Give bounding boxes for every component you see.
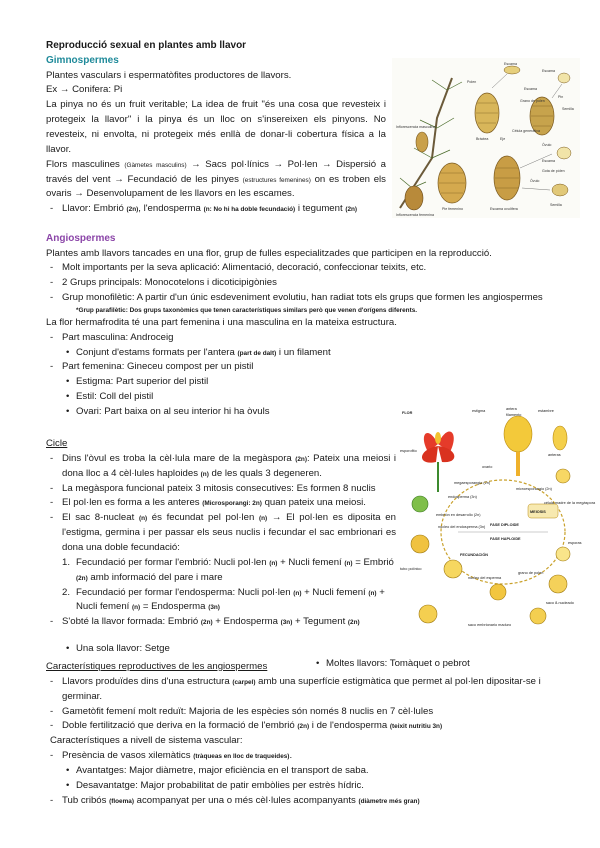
cicle-section [46,437,396,630]
svg-text:núcleo del endosperma (3n): núcleo del endosperma (3n) [438,525,486,529]
angiospermes-definition: Plantes amb llavors tancades en una flor, grup de fulles especialitzades que participen en la reproducció. [46,247,492,259]
svg-text:Inflorescencia femenina: Inflorescencia femenina [396,213,434,217]
svg-text:Óvulo: Óvulo [530,179,540,183]
svg-text:esporofito: esporofito [400,449,417,453]
fecundacio-endosperma-item: 2. Fecundació per formar l'endosperma: Nucli pol·len (n) + Nucli femení (n) + Nucli femení (n) = Endosperma (3n) [62,586,385,613]
svg-text:tubo polínico: tubo polínico [400,567,422,571]
svg-text:célula madre de la megáspora: célula madre de la megáspora [544,501,596,505]
fig1-label: Escama [504,62,517,66]
svg-text:Inflorescencia masculina: Inflorescencia masculina [396,125,436,129]
flors-masculines-paragraph: Flors masculines (Gàmetes masculins) → Sacs pol·línics → Pol·len → Dispersió a través del vent → Fecundació de les pinyes (estructures femenines) on es troben els ovaris → Desenvolupament de les llavors en les escames. [46,158,386,200]
svg-text:Semilla: Semilla [550,203,562,207]
svg-text:Escama ovulífera: Escama ovulífera [490,207,518,211]
gineceu-subitem: • Ovari: Part baixa on al seu interior hi ha òvuls [46,405,566,420]
svg-text:estigma: estigma [472,409,486,413]
angiospermes-heading: Angiospermes [46,233,116,244]
svg-text:Escama: Escama [542,69,555,73]
svg-text:Bráctea: Bráctea [476,137,489,141]
svg-text:MEIOSIS: MEIOSIS [530,510,546,514]
vascular-item: - Tub cribós (floema) acompanyat per una o més cèl·lules acompanyants (diàmetre més gran) [46,794,566,809]
gimnospermes-heading: Gimnospermes [46,55,119,66]
svg-text:Pie femenino: Pie femenino [442,207,463,211]
caracteristiques-section [46,660,566,809]
svg-text:estambre: estambre [538,409,554,413]
vascular-item: - Presència de vasos xilemàtics (tràqueas en lloc de traqueides). [46,749,566,764]
cicle-heading: Cicle [46,438,68,449]
list-item: - 2 Grups principals: Monocotelons i dicoticipigònies [46,276,566,291]
llavor-formada-item: - S'obté la llavor formada: Embrió (2n) + Endosperma (3n) + Tegument (2n) [46,615,396,630]
svg-text:ovario: ovario [482,465,493,469]
page-title: Reproducció sexual en plantes amb llavor [46,40,247,51]
vascular-subitem: • Desavantatge: Major probabilitat de patir embòlies per estrès hídric. [46,779,566,794]
part-masculina-item: - Part masculina: Androceig [46,331,566,346]
svg-text:Óvulo: Óvulo [542,143,552,147]
parafiletic-note: *Grup parafilètic: Dos grups taxonòmics que tenen característiques similars però que venen d'orígens diferents. [76,306,418,314]
svg-text:grano de polen: grano de polen [518,571,544,575]
una-llavor-bullet: • Una sola llavor: Setge [46,642,296,657]
svg-text:Polen: Polen [467,80,477,84]
caract-item: - Doble fertilització que deriva en la formació de l'embrió (2n) i de l'endosperma (teixit nutritiu 3n) [46,719,566,734]
svg-text:saco 8-nucleado: saco 8-nucleado [546,601,574,605]
svg-text:megaesporangio (2n): megaesporangio (2n) [454,481,491,485]
flor-hermafrodita-text: La flor hermafrodita té una part femenina i una masculina en la mateixa estructura. [46,316,397,328]
list-item: - Grup monofilètic: A partir d'un únic esdeveniment evolutiu, han radiat tots els grups que formen les angiospermes [46,291,566,306]
svg-text:FASE DIPLOIDE: FASE DIPLOIDE [490,523,519,527]
pine-reproduction-figure [392,58,580,218]
svg-text:filamento: filamento [506,413,522,417]
angiosperm-cycle-figure [398,404,596,636]
gimnospermes-section [46,53,386,217]
svg-text:FASE HAPLOIDE: FASE HAPLOIDE [490,537,521,541]
svg-text:antera: antera [506,407,517,411]
estams-subitem: • Conjunt d'estams formats per l'antera (part de dalt) i un filament [46,346,566,361]
svg-text:Célula generativa: Célula generativa [512,129,540,133]
pinya-paragraph: La pinya no és un fruit veritable; La idea de fruit "és una cosa que revesteix i protegeix la llavor" i la pinya és un lloc on s'insereixen els pinyons. No revesteix, ni envolta, ni protegeix més enllà de donar-li cobertura física a la llavor. [46,99,386,155]
vascular-subitem: • Avantatges: Major diàmetre, major eficiència en el transport de saba. [46,764,566,779]
cicle-item: - El sac 8-nucleat (n) és fecundat pel pol·len (n) → El pol·len es diposita en l'estigma, germina i per passar els seus nuclis i fecundar el sac embrionari es dona una doble fecundació: [46,511,396,556]
gineceu-subitem: • Estil: Coll del pistil [46,390,566,405]
svg-text:Grano de polen: Grano de polen [520,99,545,103]
list-item: - Molt importants per la seva aplicació: Alimentació, decoració, confeccionar teixits, etc. [46,261,566,276]
caract-item: - Llavors produïdes dins d'una estructura (carpel) amb una superfície estigmàtica que permet al pol·len dipositar-se i germinar. [46,675,566,705]
fecundacio-embrio-item: 1. Fecundació per formar l'embrió: Nucli pol·len (n) + Nucli femení (n) = Embrió (2n) amb informació del pare i mare [62,556,394,583]
caracteristiques-heading: Característiques reproductives de les angiospermes [46,661,268,672]
svg-text:microesporangio (2n): microesporangio (2n) [516,487,552,491]
moltes-llavors-bullet: • Moltes llavors: Tomàquet o pebrot [296,657,556,672]
svg-text:núcleo del esperma: núcleo del esperma [468,576,502,580]
llavor-item: - Llavor: Embrió (2n), l'endosperma (n: No hi ha doble fecundació) i tegument (2n) [46,202,386,217]
caract-item: - Gametòfit femení molt reduït: Majoria de les espècies són només 8 nuclis en 7 cèl·lules [46,705,566,720]
svg-text:esporas: esporas [568,541,582,545]
svg-text:embrión en desarrollo (2n): embrión en desarrollo (2n) [436,513,481,517]
part-femenina-item: - Part femenina: Gineceu compost per un pistil [46,360,566,375]
svg-text:FECUNDACIÓN: FECUNDACIÓN [460,553,489,557]
svg-text:Escama: Escama [524,87,537,91]
cicle-item: - El pol·len es forma a les anteres (Microsporangi: 2n) quan pateix una meiosi. [46,496,396,511]
angiospermes-section [46,231,566,420]
gimnospermes-definition: Plantes vasculars i espermatòfites productores de llavors. [46,69,292,81]
cicle-item: - La megàspora funcional pateix 3 mitosis consecutives: Es formen 8 nuclis [46,482,396,497]
svg-text:Semilla: Semilla [562,107,574,111]
svg-text:Gota de pólen: Gota de pólen [542,169,565,173]
svg-text:anteras: anteras [548,453,561,457]
sistema-vascular-heading: Característiques a nivell de sistema vascular: [50,735,243,747]
gineceu-subitem: • Estigma: Part superior del pistil [46,375,566,390]
svg-text:endosperma (3n): endosperma (3n) [448,495,477,499]
svg-text:Escama: Escama [542,159,555,163]
gimnospermes-example: Ex → Conifera: Pi [46,84,123,96]
svg-text:Eje: Eje [500,137,506,141]
svg-text:FLOR: FLOR [402,411,413,415]
cicle-item: - Dins l'òvul es troba la cèl·lula mare de la megàspora (2n): Pateix una meiosi i dona lloc a 4 cèl·lules haploides (n) de les quals 3 degeneren. [46,452,396,482]
svg-text:Pin: Pin [558,95,564,99]
svg-text:saco embrionario maduro: saco embrionario maduro [468,623,512,627]
